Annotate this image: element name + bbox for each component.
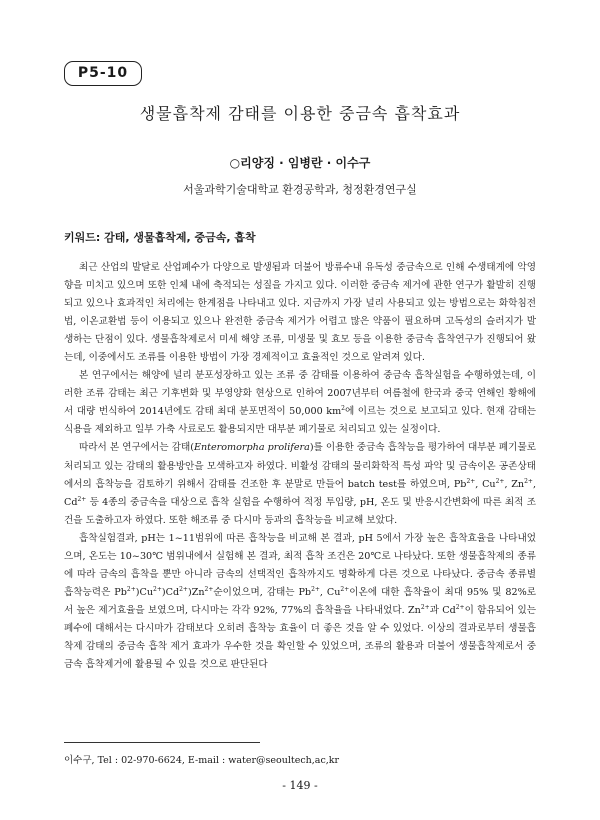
text-run: )Zn xyxy=(187,586,205,598)
superscript: 2+ xyxy=(340,585,350,593)
paper-title: 생물흡착제 감태를 이용한 중금속 흡착효과 xyxy=(139,104,461,123)
superscript: 2+ xyxy=(126,585,136,593)
superscript: 2+ xyxy=(77,495,87,503)
text-run: )Cd xyxy=(161,586,180,598)
text-run: , Cd xyxy=(64,478,536,508)
text-run: , Cu xyxy=(319,586,341,598)
text-run: 따라서 본 연구에서는 감태( xyxy=(79,442,194,454)
text-run: , Cu xyxy=(475,478,496,490)
text-run: 과 Cd xyxy=(429,604,456,616)
authors: ○리양징 · 임병란 · 이수구 xyxy=(229,156,371,170)
text-run: 흡착실험결과, pH는 1~11범위에 따른 흡착능을 비교해 본 결과, pH 5에서 가장 높은 흡착효율을 나타내었으며, 온도는 10~30℃ 범위내에서 실험해 본 결과, 최적 흡착 조건은 20℃로 나타났다. 또한 생물흡착제의 종류에 따라 금속의 흡착을 뿐만 아니라 금속의 선택적인 흡착까지도 명확하게 다른 것으로 나타났다. 중금속 종류별 흡착능력은 Pb xyxy=(64,532,536,598)
superscript: 2+ xyxy=(466,477,476,485)
abstract-code: P5-10 xyxy=(64,61,142,86)
paragraph xyxy=(64,530,536,674)
superscript: 2+ xyxy=(524,477,533,485)
text-run: 최근 산업의 발달로 산업폐수가 다양으로 발생됨과 더불어 방류수내 유독성 중금속으로 인해 수생태계에 악영향을 미치고 있으며 또한 인체 내에 축적되는 성질을 가지고 있다. 이러한 중금속 제거에 관한 연구가 활발히 진행되고 있으나 효과적인 처리에는 한계점을 나타내고 있다. 지금까지 가장 널리 사용되고 있는 방법으로는 화학침전법, 이온교환법 등이 이용되고 있으나 완전한 중금속 제거가 어렵고 많은 약품이 필요하며 고독성의 슬러지가 발생하는 단점이 있다. 생물흡착제로서 미세 해양 조류, 미생물 및 효모 등을 이용한 중금속 흡착연구가 진행되어 왔는데, 이중에서도 조류를 이용한 방법이 가장 경제적이고 효율적인 것으로 알려져 있다. xyxy=(64,262,536,364)
superscript: 2 xyxy=(341,405,345,413)
paragraph xyxy=(64,259,536,367)
text-run: 에 이르는 것으로 보고되고 있다. 현재 감태는 식용을 제외하고 일부 가축 사료로도 활용되지만 대부분 폐기물로 처리되고 있는 실정이다. xyxy=(64,406,537,436)
keywords: 키워드: 감태, 생물흡착제, 중금속, 흡착 xyxy=(64,231,256,244)
text-run: 이 함유되어 있는 폐수에 대해서는 다시마가 감태보다 오히려 흡착능 효율이 더 좋은 것을 알 수 있었다. 이상의 결과로부터 생물흡착제 감태의 중금속 흡착 제거 효과가 우수한 것을 확인할 수 있었으며, 조류의 활용과 더불어 생물흡착제로서 중금속 흡착제거에 활용될 수 있을 것으로 판단된다 xyxy=(64,604,536,671)
paragraph xyxy=(64,367,536,439)
page-number: - 149 - xyxy=(282,779,318,792)
text-run: 등 4종의 중금속을 대상으로 흡착 실험을 수행하여 적정 투입량, pH, 온도 및 반응시간변화에 따른 최적 조건을 도출하고자 하였다. 또한 해조류 중 다시마 등과의 흡착능을 비교해 보았다. xyxy=(64,496,536,526)
superscript: 2+ xyxy=(311,585,320,593)
text-run: , Zn xyxy=(504,478,525,490)
superscript: 2+ xyxy=(455,603,465,611)
affiliation: 서울과학기술대학교 환경공학과, 청정환경연구실 xyxy=(183,183,417,196)
text-run: )를 이용한 중금속 흡착능을 평가하여 대부분 폐기물로 처리되고 있는 감태의 활용방안을 모색하고자 하였다. 비활성 감태의 물리화학적 특성 파악 및 금속이온 공존상태에서의 흡착능을 검토하기 위해서 감태를 건조한 후 분말로 만들어 batch test를 하였으며, Pb xyxy=(64,442,536,490)
footnote: 이수구, Tel : 02-970-6624, E-mail : water@seoultech,ac,kr xyxy=(64,755,340,766)
superscript: 2+ xyxy=(179,585,188,593)
paragraph xyxy=(64,439,536,529)
superscript: 2+ xyxy=(204,585,214,593)
superscript: 2+ xyxy=(153,585,162,593)
text-run: )Cu xyxy=(135,586,153,598)
text-run: 순이었으며, 감태는 Pb xyxy=(213,586,312,598)
text-run: 이온에 대한 흡착율이 최대 95% 및 82%로서 높은 제거효율을 보였으며, 다시마는 각각 92%, 77%의 흡착율을 나타내었다. Zn xyxy=(64,586,536,616)
footnote-divider xyxy=(64,742,260,743)
superscript: 2+ xyxy=(495,477,505,485)
text-run: 본 연구에서는 해양에 널리 분포성장하고 있는 조류 중 감태를 이용하여 중금속 흡착실험을 수행하였는데, 이러한 조류 감태는 최근 기후변화 및 부영양화 현상으로 인하여 2007년부터 여름철에 한국과 중국 연해인 황해에서 대량 번식하여 2014년에도 감태 최대 분포면적이 50,000 km xyxy=(64,370,536,418)
species-name: Enteromorpha prolifera xyxy=(193,442,310,454)
abstract-body xyxy=(64,259,536,674)
superscript: 2+ xyxy=(420,603,430,611)
